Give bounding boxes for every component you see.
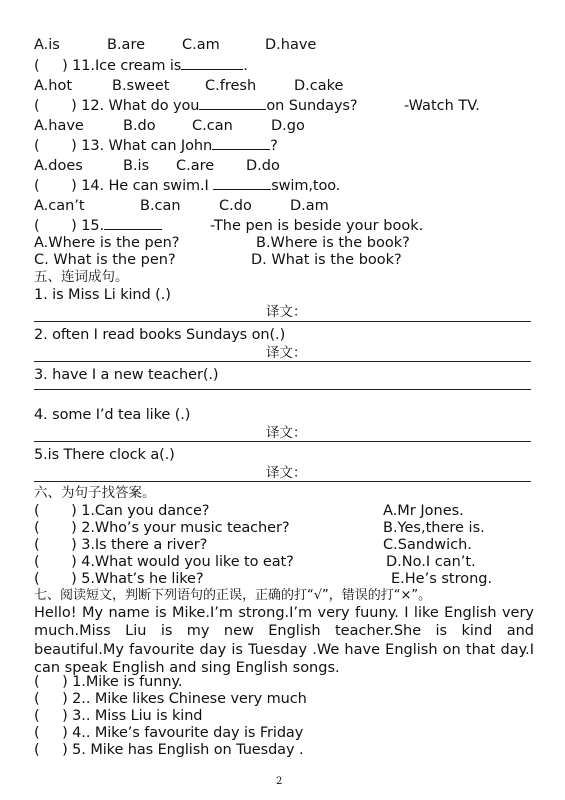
answer-line[interactable] (34, 321, 531, 322)
match-question-1: ( ) 1.Can you dance? (34, 503, 210, 519)
match-question-3: ( ) 3.Is there a river? (34, 537, 208, 553)
answer-bracket[interactable]: ( ) (34, 537, 77, 553)
sentence-item-1: 1. is Miss Li kind (.) (34, 287, 171, 303)
q15-option-a: A.Where is the pen? (34, 235, 180, 251)
sentence-item-3: 3. have I a new teacher(.) (34, 367, 219, 383)
answer-blank[interactable] (212, 137, 270, 150)
answer-line[interactable] (34, 481, 531, 482)
answer-bracket[interactable]: ( ) (34, 218, 77, 234)
answer-blank[interactable] (213, 177, 271, 190)
q10-option-c: C.am (182, 37, 220, 53)
sentence-item-5: 5.is There clock a(.) (34, 447, 175, 463)
section-5-title: 五、连词成句。 (34, 269, 129, 285)
q14-option-d: D.am (290, 198, 329, 214)
sentence-item-4: 4. some I’d tea like (.) (34, 407, 191, 423)
q12-option-d: D.go (271, 118, 305, 134)
answer-blank[interactable] (199, 97, 266, 110)
q15-answer: -The pen is beside your book. (210, 218, 424, 234)
translation-label: 译文： (266, 304, 307, 320)
q11-option-d: D.cake (294, 78, 344, 94)
answer-bracket[interactable]: ( ) (34, 691, 68, 707)
q10-option-a: A.is (34, 37, 60, 53)
match-answer-d: D.No.I can’t. (386, 554, 476, 570)
section-7-title: 七、阅读短文，判断下列语句的正误，正确的打“√”，错误的打“×”。 (34, 588, 432, 603)
sentence-item-2: 2. often I read books Sundays on(.) (34, 327, 286, 343)
q11-option-a: A.hot (34, 78, 73, 94)
q14-option-a: A.can’t (34, 198, 85, 214)
q13-option-c: C.are (176, 158, 215, 174)
answer-bracket[interactable]: ( ) (34, 58, 68, 74)
q12-answer: -Watch TV. (404, 98, 480, 114)
q13-option-d: D.do (246, 158, 280, 174)
answer-bracket[interactable]: ( ) (34, 674, 68, 690)
question-12: ( ) 12. What do you on Sundays? (34, 98, 358, 114)
answer-bracket[interactable]: ( ) (34, 138, 77, 154)
match-question-5: ( ) 5.What’s he like? (34, 571, 204, 587)
answer-line[interactable] (34, 441, 531, 442)
q14-option-b: B.can (140, 198, 181, 214)
answer-blank[interactable] (104, 217, 162, 230)
answer-line[interactable] (34, 389, 531, 390)
judge-item-2: ( ) 2.. Mike likes Chinese very much (34, 691, 307, 707)
q11-option-b: B.sweet (112, 78, 170, 94)
q13-option-b: B.is (123, 158, 150, 174)
q12-option-a: A.have (34, 118, 84, 134)
translation-label: 译文： (266, 345, 307, 361)
q12-option-c: C.can (192, 118, 233, 134)
answer-bracket[interactable]: ( ) (34, 178, 77, 194)
match-answer-b: B.Yes,there is. (383, 520, 485, 536)
q11-option-c: C.fresh (205, 78, 257, 94)
translation-label: 译文： (266, 425, 307, 441)
answer-bracket[interactable]: ( ) (34, 742, 68, 758)
match-question-2: ( ) 2.Who’s your music teacher? (34, 520, 290, 536)
answer-bracket[interactable]: ( ) (34, 725, 68, 741)
q13-option-a: A.does (34, 158, 83, 174)
answer-bracket[interactable]: ( ) (34, 503, 77, 519)
q14-option-c: C.do (219, 198, 252, 214)
reading-passage: Hello! My name is Mike.I’m strong.I’m very fuuny. I like English very much.Miss Liu is my new English teacher.She is kind and beautiful.My favourite day is Tuesday .We have English on that day.I can speak English and sing English songs. (34, 605, 534, 676)
judge-item-4: ( ) 4.. Mike’s favourite day is Friday (34, 725, 304, 741)
answer-blank[interactable] (181, 57, 243, 70)
translation-label: 译文： (266, 465, 307, 481)
question-14: ( ) 14. He can swim.I swim,too. (34, 178, 341, 194)
judge-item-3: ( ) 3.. Miss Liu is kind (34, 708, 203, 724)
judge-item-1: ( ) 1.Mike is funny. (34, 674, 183, 690)
match-answer-a: A.Mr Jones. (383, 503, 464, 519)
answer-bracket[interactable]: ( ) (34, 98, 77, 114)
question-11: ( ) 11.Ice cream is . (34, 58, 248, 74)
answer-bracket[interactable]: ( ) (34, 708, 68, 724)
q15-option-b: B.Where is the book? (256, 235, 410, 251)
match-answer-c: C.Sandwich. (383, 537, 472, 553)
q15-option-d: D. What is the book? (251, 252, 402, 268)
judge-item-5: ( ) 5. Mike has English on Tuesday . (34, 742, 304, 758)
q15-option-c: C. What is the pen? (34, 252, 176, 268)
page-number: 2 (276, 776, 283, 787)
match-question-4: ( ) 4.What would you like to eat? (34, 554, 294, 570)
match-answer-e: E.He’s strong. (391, 571, 493, 587)
section-6-title: 六、为句子找答案。 (34, 485, 156, 501)
q12-option-b: B.do (123, 118, 156, 134)
answer-bracket[interactable]: ( ) (34, 520, 77, 536)
answer-bracket[interactable]: ( ) (34, 571, 77, 587)
q10-option-d: D.have (265, 37, 317, 53)
question-15: ( ) 15. (34, 217, 162, 235)
question-13: ( ) 13. What can John ? (34, 138, 278, 154)
answer-line[interactable] (34, 361, 531, 362)
answer-bracket[interactable]: ( ) (34, 554, 77, 570)
q10-option-b: B.are (107, 37, 146, 53)
